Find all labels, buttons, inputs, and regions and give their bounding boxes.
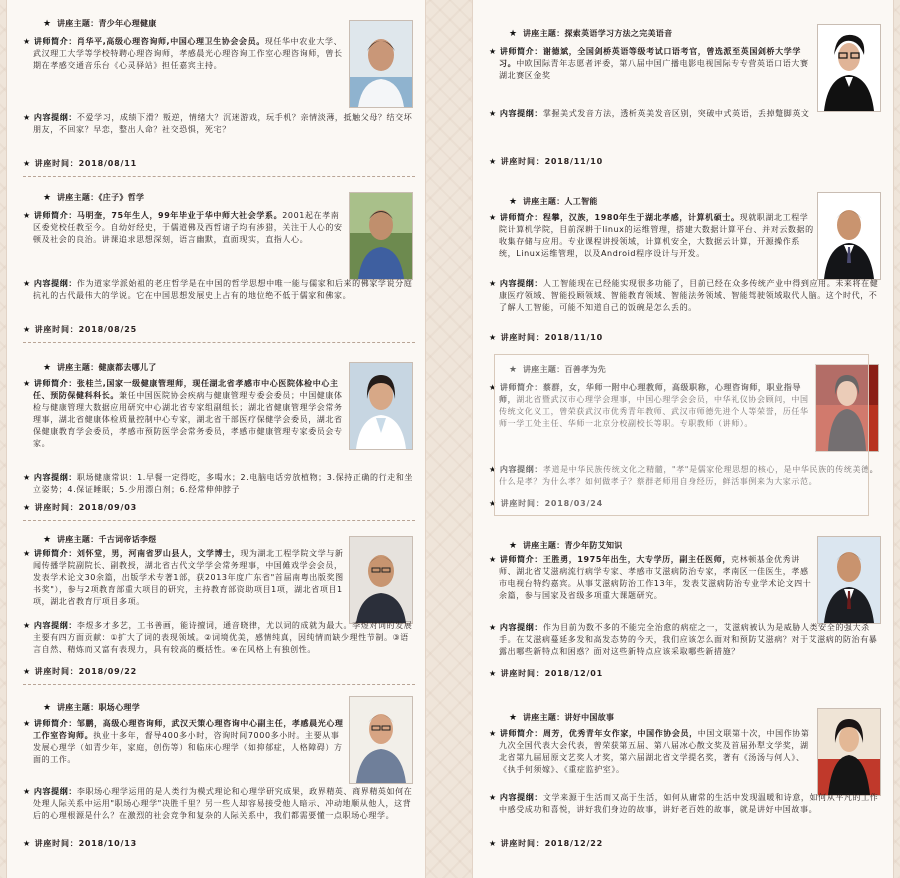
divider — [23, 176, 415, 177]
star-icon: ★ — [489, 555, 500, 564]
lecture-content: ★ 内容提纲：不爱学习，成绩下滑？叛逆，情绪大？沉迷游戏，玩手机？亲情淡薄，抵触父母？结交坏朋友，不回家？早恋，整出人命？社交恐惧，死宅？ — [23, 113, 413, 134]
lecturer-photo — [349, 192, 413, 280]
star-icon: ★ — [489, 623, 500, 632]
lecturer-photo — [817, 708, 881, 796]
lecturer-intro: ★ 讲师简介：周芳，优秀青年女作家，中国作协会员，中国文联第十次，中国作协第九次全国代表大会代表，曾荣获第五届、第八届冰心散文奖及首届孙犁文学奖，湖北省第九届屈原文艺奖人才奖，第六届湖北省文学提名奖，著有《汤汤与何人》、《执手何须嫁》、《重症监护室》。 — [489, 729, 810, 774]
lecturer-photo — [817, 24, 881, 112]
star-icon: ★ — [489, 47, 500, 56]
lecture-card-4 — [17, 534, 415, 684]
lecturer-photo — [349, 696, 413, 784]
topic-text: 青少年心理健康 — [98, 19, 157, 28]
star-icon: ★ — [509, 541, 518, 551]
avatar-icon — [818, 537, 880, 623]
star-icon: ★ — [23, 325, 35, 334]
lecture-card-9 — [483, 540, 883, 690]
lecture-content: ★ 内容提纲：职场健康常识：1.早餐一定得吃，多喝水；2.电脑电话旁放植物；3.保持正确的行走和坐立姿势；4.保证睡眠；5.少用漂白剂；6.经常伸伸脖子 — [23, 473, 414, 494]
star-icon: ★ — [489, 109, 500, 118]
lecturer-intro: ★ 讲师简介：马明奎，75年生人，99年毕业于华中师大社会学系。2001起在孝南区委党校任教至今。自幼好经史，于儒道佛及西哲诸子均有涉猎，关注于人心的安顿及社会的良治。讲课追求思想深刻，语言幽默，直面现实，直指人心。 — [23, 211, 343, 244]
star-icon: ★ — [43, 535, 52, 545]
lecture-topic: ★ 讲座主题：《庄子》哲学 — [43, 193, 145, 203]
lecture-time: ★ 讲座时间：2018/12/01 — [489, 669, 603, 678]
star-icon: ★ — [43, 703, 52, 713]
star-icon: ★ — [23, 37, 34, 46]
lecture-content: ★ 内容提纲：作为目前为数不多的不能完全治愈的病症之一，艾滋病被认为是威胁人类安全的强大杀手。在艾滋病蔓延多发和高发态势的今天，我们应该怎么面对和预防艾滋病？对于艾滋病的防治有暴露出哪些新特点和困惑？面对这些新特点应该采取哪些新措施？ — [489, 623, 878, 656]
topic-text: 百善孝为先 — [564, 365, 606, 374]
lecture-card-7 — [483, 196, 883, 346]
lecture-time: ★ 讲座时间：2018/11/10 — [489, 157, 603, 166]
lecture-content: ★ 内容提纲：人工智能现在已经能实现很多功能了，目前已经在众多传统产业中得到应用。未来将在健康医疗领域、智能投顾领域、智能教育领域、智能法务领域、智能驾驶领域取代人脑。这个时代，不了解人工智能，可能不知道自己的饭碗是怎么丢的。 — [489, 279, 879, 312]
star-icon: ★ — [23, 113, 34, 122]
star-icon: ★ — [489, 793, 500, 802]
lecture-card-1 — [17, 18, 415, 178]
topic-text: 青少年防艾知识 — [564, 541, 623, 550]
star-icon: ★ — [509, 197, 518, 207]
lecturer-intro: ★ 讲师简介：谢德斌，全国剑桥英语等级考试口语考官，曾选派至英国剑桥大学学习。中欧国际青年志愿者评委，第八届中国广播电影电视国际专专营英语口语大赛湖北赛区金奖 — [489, 47, 809, 80]
lecturer-intro: ★ 讲师简介：刘怀堂，男，河南省罗山县人，文学博士，现为湖北工程学院文学与新闻传播学院副院长、副教授，湖北省古代文学学会常务理事，中国傩戏学会会员，发表学术论文30余篇，出版学术专著1部，获2013年度广东省"首届南粤出版奖图书奖"），参与2项教育部重大项目的研究，主持教育部资助项目1项，湖北省项目1项，湖北省教育厅项目多项。 — [23, 549, 344, 606]
lecture-time: ★ 讲座时间：2018/03/24 — [489, 499, 603, 508]
topic-text: 探索英语学习方法之完美语音 — [564, 29, 673, 38]
star-icon: ★ — [43, 363, 52, 373]
star-icon: ★ — [23, 787, 34, 796]
lecture-topic: ★ 讲座主题：千古词帝话李煜 — [43, 535, 157, 545]
lecture-card-2 — [17, 192, 415, 352]
lecture-topic: ★ 讲座主题：青少年防艾知识 — [509, 541, 623, 551]
left-column — [6, 0, 426, 878]
lecturer-intro: ★ 讲师简介：程攀，汉族，1980年生于湖北孝感，计算机硕士。现就职湖北工程学院计算机学院，目前深耕于linux的运维管理，搭建大数据计算平台、并对云数据的收集存储与应用。专业课程讲授领域，计算机安全，大数据云计算，开源操作系统，Linux运维管理，以及Android程序设计与开发。 — [489, 213, 814, 258]
divider — [23, 684, 415, 685]
lecturer-intro: ★ 讲师简介：邹鹏，高级心理咨询师，武汉天策心理咨询中心副主任，孝感晨光心理工作室咨询师。执业十多年，督导400多小时，咨询时间7000多小时。主要从事发展心理学（如青少年，家庭，创伤等）和临床心理学（如抑郁症，人格障碍）方面的工作。 — [23, 719, 344, 764]
star-icon: ★ — [489, 729, 500, 738]
lecture-content: ★ 内容提纲：李煜多才多艺，工书善画，能诗擅词，通音晓律，尤以词的成就为最大。李煜对词的发展主要有四方面贡献：①扩大了词的表现领域。②词境优美，感情纯真，因纯情而缺少理性节制。③语言自然、精炼而又富有表现力，具有较高的概括性。④在风格上有独创性。 — [23, 621, 413, 654]
avatar-icon — [350, 363, 412, 449]
star-icon: ★ — [489, 383, 500, 392]
lecturer-photo — [349, 362, 413, 450]
lecture-topic: ★ 讲座主题：人工智能 — [509, 197, 598, 207]
lecture-time: ★ 讲座时间：2018/09/03 — [23, 503, 137, 512]
lecture-time: ★ 讲座时间：2018/08/25 — [23, 325, 137, 334]
lecturer-intro: ★ 讲师简介：张桂兰,国家一级健康管理师，现任湖北省孝感市中心医院体检中心主任、预防保健科科长。兼任中国医院协会疾病与健康管理专委会委员；中国健康体检与健康管理大数据应用研究中心湖北省专家组副组长；湖北省健康管理学会常务理事，湖北省健康体检质量控制中心专家，湖北省干部医疗保健学会委员，湖北省保健康教育学会委员，孝感市预防医学会常务委员，孝感市健康管理专家委员会专家。 — [23, 379, 343, 448]
topic-text: 职场心理学 — [98, 703, 140, 712]
star-icon: ★ — [509, 365, 518, 375]
lecture-time: ★ 讲座时间：2018/08/11 — [23, 159, 137, 168]
star-icon: ★ — [489, 499, 501, 508]
star-icon: ★ — [489, 157, 501, 166]
lecture-card-6 — [483, 28, 883, 178]
lecture-time: ★ 讲座时间：2018/11/10 — [489, 333, 603, 342]
star-icon: ★ — [489, 213, 500, 222]
star-icon: ★ — [23, 159, 35, 168]
avatar-icon — [350, 697, 412, 783]
lecture-topic: ★ 讲座主题：青少年心理健康 — [43, 19, 157, 29]
star-icon: ★ — [489, 279, 500, 288]
lecture-content: ★ 内容提纲：李职场心理学运用的是人类行为模式理论和心理学研究成果，政界精英、商界精英如何在处理人际关系中运用"职场心理学"决胜千里？另一些人却容易接受他人暗示、冲动地顺从他人，这背后的心理根源是什么？在激烈的社会竞争和复杂的人际关系中，我们都需要懂一点职场心理学。 — [23, 787, 413, 820]
star-icon: ★ — [23, 839, 35, 848]
lecture-topic: ★ 讲座主题：职场心理学 — [43, 703, 140, 713]
topic-text: 《庄子》哲学 — [98, 193, 145, 202]
star-icon: ★ — [43, 193, 52, 203]
star-icon: ★ — [489, 839, 501, 848]
lecture-time: ★ 讲座时间：2018/09/22 — [23, 667, 137, 676]
lecturer-intro: ★ 讲师简介：蔡群，女，华师一附中心理教师，高级职称，心理咨询师，职业指导师，湖北省暨武汉市心理学会理事，中国心理学会会员，中华礼仪协会顾问，中国传统文化义工，曾荣获武汉市优秀青年教师、武汉市师德先进个人等荣誉，历任华师一学工处主任、华师一北京分校副校长等职。专职教师（讲师）。 — [489, 383, 809, 428]
avatar-icon — [818, 25, 880, 111]
lecture-topic: ★ 讲座主题：探索英语学习方法之完美语音 — [509, 29, 673, 39]
avatar-icon — [350, 21, 412, 107]
lecture-content: ★ 内容提纲：掌握美式发音方法，透析英美发音区别，突破中式英语，丢掉蹩脚英文 — [489, 109, 810, 118]
lecture-time: ★ 讲座时间：2018/10/13 — [23, 839, 137, 848]
star-icon: ★ — [509, 29, 518, 39]
star-icon: ★ — [23, 379, 34, 388]
lecture-content: ★ 内容提纲：孝道是中华民族传统文化之精髓，"孝"是儒家伦理思想的核心，是中华民族的传统美德。什么是孝？为什么孝？如何做孝子？蔡群老师用自身经历，鲜活事例来为大家示范。 — [489, 465, 879, 486]
lecture-card-5 — [17, 702, 415, 872]
star-icon: ★ — [489, 669, 501, 678]
highlight-frame — [494, 354, 869, 516]
topic-text: 千古词帝话李煜 — [98, 535, 157, 544]
topic-text: 讲好中国故事 — [564, 713, 615, 722]
avatar-icon — [818, 709, 880, 795]
lecture-topic: ★ 讲座主题：讲好中国故事 — [509, 713, 615, 723]
lecture-content: ★ 内容提纲：作为道家学派始祖的老庄哲学是在中国的哲学思想中唯一能与儒家和后来的佛家学说分庭抗礼的古代最伟大的学说。它在中国思想发展史上占有的地位绝不低于儒家和佛家。 — [23, 279, 413, 300]
star-icon: ★ — [23, 719, 34, 728]
divider — [23, 342, 415, 343]
avatar-icon — [818, 193, 880, 279]
divider — [23, 520, 415, 521]
lecture-time: ★ 讲座时间：2018/12/22 — [489, 839, 603, 848]
avatar-icon — [350, 537, 412, 623]
lecturer-photo — [349, 20, 413, 108]
star-icon: ★ — [23, 667, 35, 676]
topic-text: 健康都去哪儿了 — [98, 363, 157, 372]
star-icon: ★ — [23, 503, 35, 512]
star-icon: ★ — [43, 19, 52, 29]
lecturer-photo — [817, 536, 881, 624]
avatar-icon — [350, 193, 412, 279]
star-icon: ★ — [23, 549, 34, 558]
lecture-content: ★ 内容提纲：文学来源于生活而又高于生活，如何从庸常的生活中发现温暖和诗意，如何从平凡的工作中感受成功和喜悦，讲好我们身边的故事，讲好老百姓的故事，就是讲好中国故事。 — [489, 793, 879, 814]
lecturer-photo — [349, 536, 413, 624]
lecture-topic: ★ 讲座主题：百善孝为先 — [509, 365, 606, 375]
lecture-card-10 — [483, 712, 883, 872]
lecture-topic: ★ 讲座主题：健康都去哪儿了 — [43, 363, 157, 373]
star-icon: ★ — [23, 621, 34, 630]
lecturer-photo — [817, 192, 881, 280]
lecturer-intro: ★ 讲师简介：肖华平,高级心理咨询师,中国心理卫生协会会员。现任华中农业大学、武汉理工大学等学校特聘心理咨询师，孝感晨光心理咨询工作室心理咨询师，曾长期在孝感交通音乐台《心灵驿站》担任嘉宾主持。 — [23, 37, 343, 70]
star-icon: ★ — [23, 279, 34, 288]
topic-text: 人工智能 — [564, 197, 598, 206]
star-icon: ★ — [489, 465, 500, 474]
star-icon: ★ — [509, 713, 518, 723]
lecturer-intro: ★ 讲师简介：王胜勇，1975年出生，大专学历，副主任医师，克林顿基金优秀讲师、湖北省艾滋病流行病学专家、孝感市艾滋病防治专家，孝南区一佳医生，孝感市电视台特约嘉宾。从事艾滋病防治工作13年，发表艾滋病防治专业学术论文四十余篇，参与国家及省级多项重大课题研究。 — [489, 555, 812, 600]
star-icon: ★ — [23, 473, 34, 482]
lecture-card-3 — [17, 362, 415, 522]
star-icon: ★ — [489, 333, 501, 342]
star-icon: ★ — [23, 211, 34, 220]
